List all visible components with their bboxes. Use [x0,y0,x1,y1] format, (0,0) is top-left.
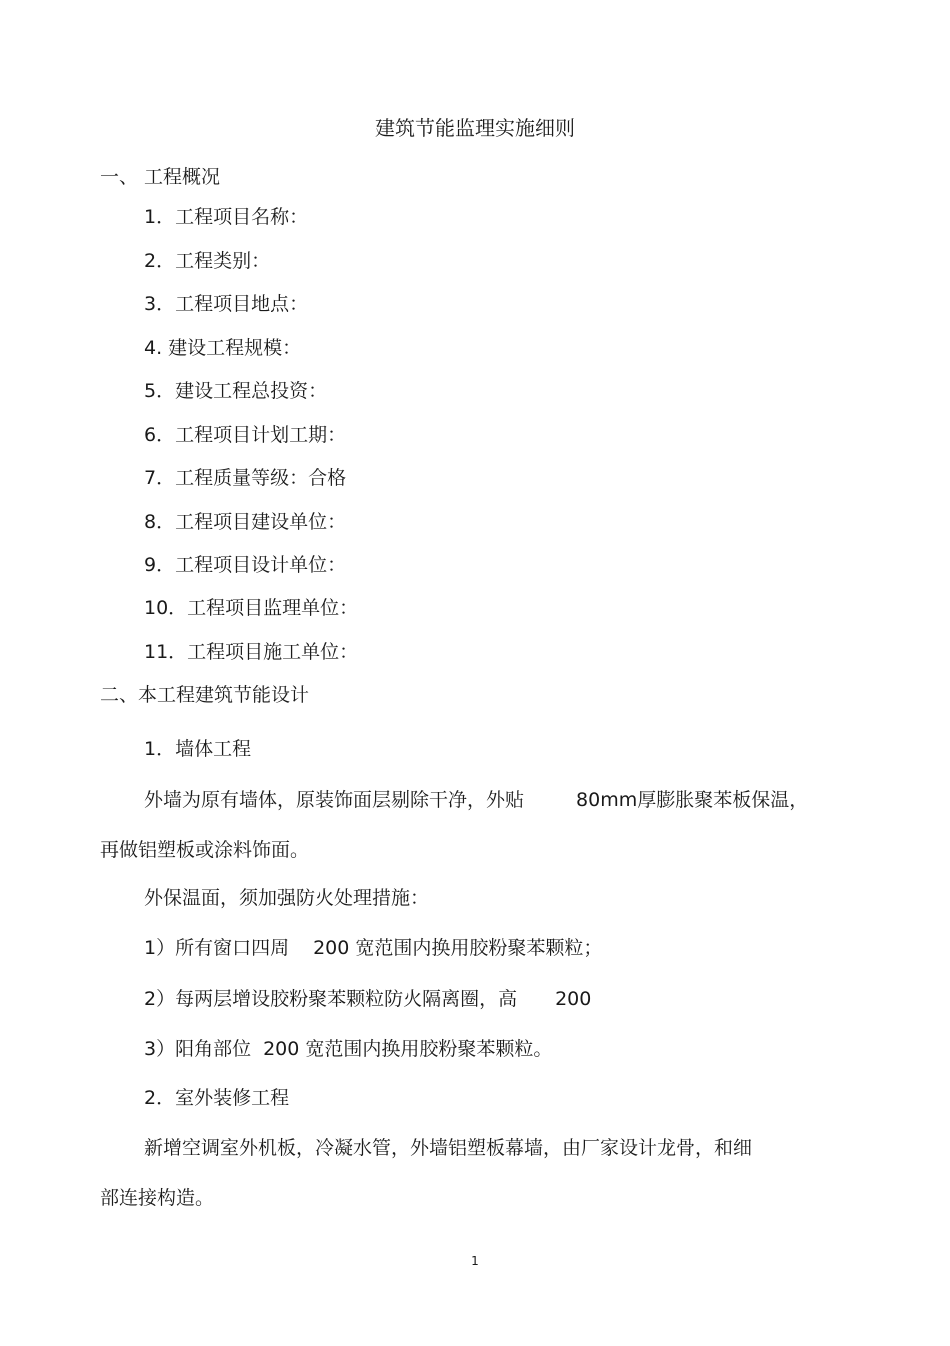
paragraph-insulation-intro: 外保温面，须加强防火处理措施： [144,887,430,909]
page-number: 1 [471,1254,479,1268]
subheading-exterior: 2．室外装修工程 [144,1087,290,1109]
list-item: 10．工程项目监理单位： [144,597,359,619]
measure-item [144,1037,552,1061]
list-item: 4. 建设工程规模： [144,337,302,359]
paragraph-wall [144,788,808,812]
paragraph-wall-text-a: 外墙为原有墙体，原装饰面层剔除干净，外贴 [144,789,525,811]
paragraph-exterior: 新增空调室外机板，冷凝水管，外墙铝塑板幕墙，由厂家设计龙骨，和细 [144,1137,753,1159]
measure-item [144,936,602,960]
paragraph-wall-continuation: 再做铝塑板或涂料饰面。 [100,839,310,861]
paragraph-wall-text-b: 80mm厚膨胀聚苯板保温， [576,789,809,811]
subheading-wall: 1．墙体工程 [144,738,252,760]
list-item: 6．工程项目计划工期： [144,424,347,446]
measure-item-text-a: 3）阳角部位 [144,1038,252,1060]
measure-item-text-b: 200 宽范围内换用胶粉聚苯颗粒。 [263,1038,553,1060]
list-item: 1．工程项目名称： [144,206,309,228]
measure-item-text-b: 200 宽范围内换用胶粉聚苯颗粒； [313,937,603,959]
measure-item-text-a: 2）每两层增设胶粉聚苯颗粒防火隔离圈，高 [144,988,518,1010]
section-heading-overview: 一、 工程概况 [100,166,221,188]
list-item: 5．建设工程总投资： [144,380,328,402]
measure-item-text-b: 200 [555,988,592,1010]
list-item: 11．工程项目施工单位： [144,641,359,663]
list-item: 2．工程类别： [144,250,271,272]
paragraph-exterior-continuation: 部连接构造。 [100,1187,215,1209]
list-item: 7．工程质量等级：合格 [144,467,347,489]
list-item: 9．工程项目设计单位： [144,554,347,576]
list-item: 3．工程项目地点： [144,293,309,315]
section-heading-design: 二、本工程建筑节能设计 [100,684,310,706]
list-item: 8．工程项目建设单位： [144,511,347,533]
measure-item [144,987,591,1011]
measure-item-text-a: 1）所有窗口四周 [144,937,290,959]
document-title: 建筑节能监理实施细则 [375,116,575,140]
